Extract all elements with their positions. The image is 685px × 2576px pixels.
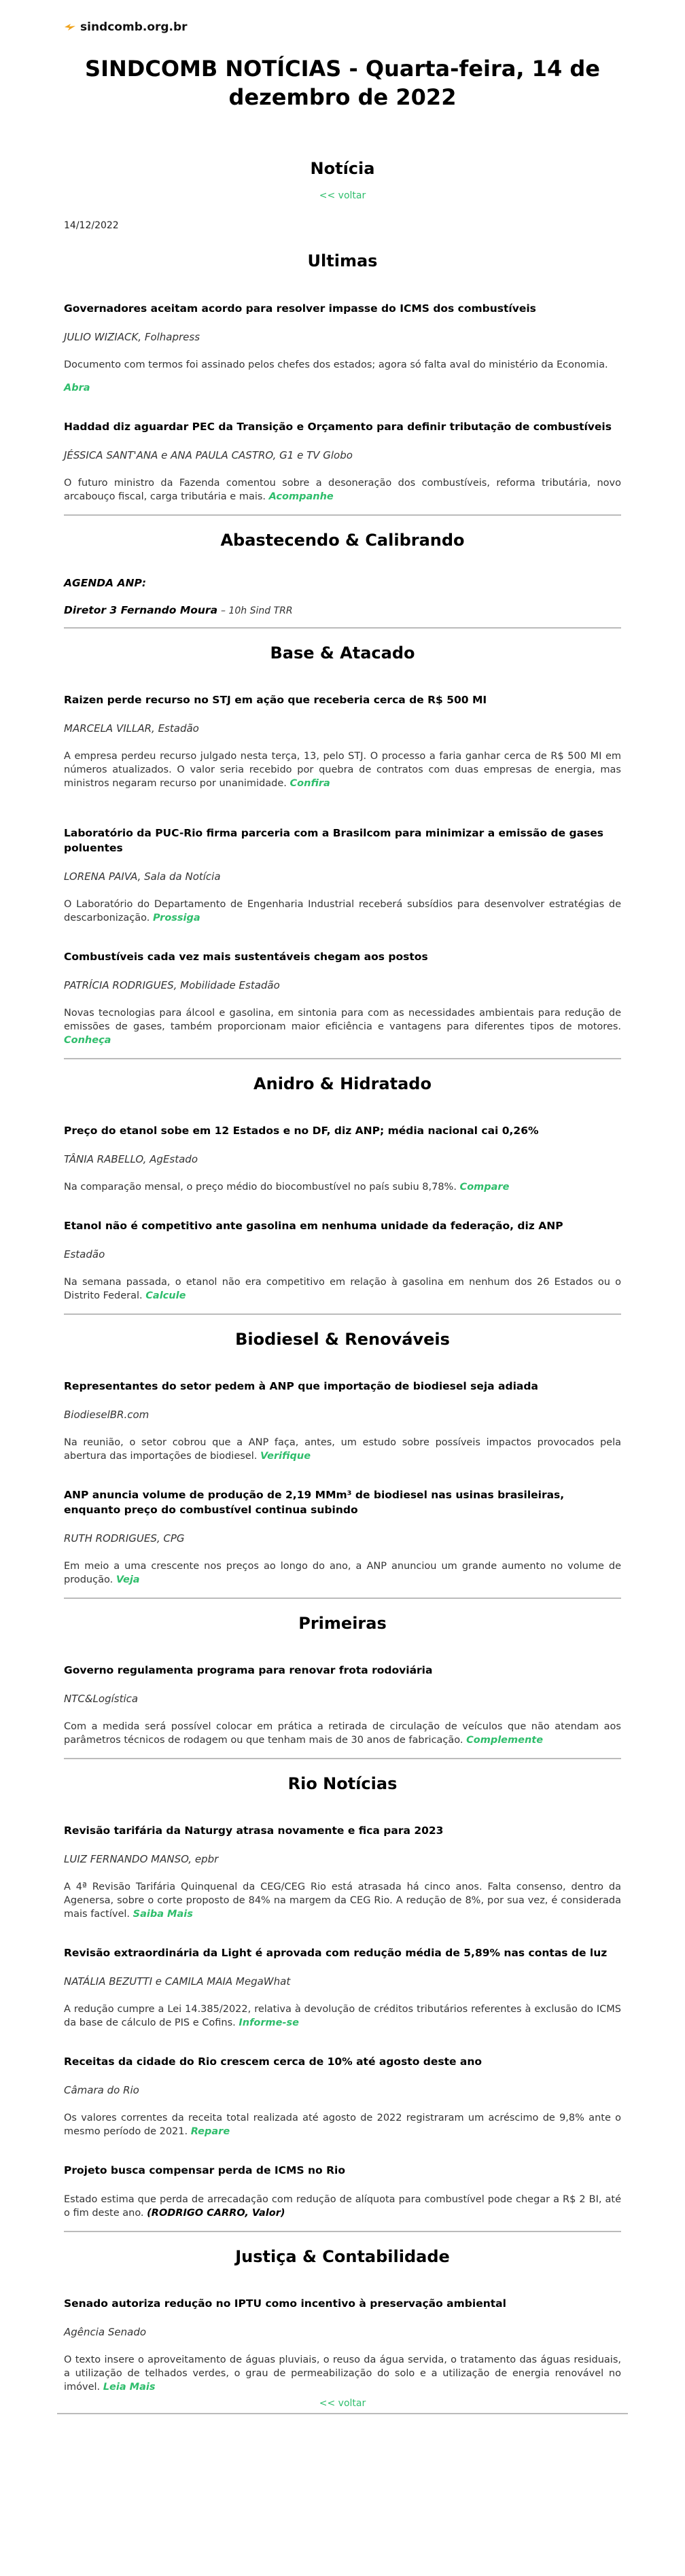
article-author: LUIZ FERNANDO MANSO, epbr: [64, 1853, 219, 1865]
article-body: Na reunião, o setor cobrou que a ANP faça, antes, um estudo sobre possíveis impactos provocados pela abertura das importações de biodiesel.: [64, 1437, 621, 1462]
article-text: [64, 1880, 621, 1921]
news-date: 14/12/2022: [64, 220, 119, 231]
read-more-link[interactable]: Verifique: [260, 1451, 311, 1462]
read-more-link[interactable]: Informe-se: [239, 2017, 299, 2028]
article-title: Receitas da cidade do Rio crescem cerca de 10% até agosto deste ano: [64, 2055, 482, 2068]
article-text: [64, 1275, 621, 1303]
article-body: Novas tecnologias para álcool e gasolina, em sintonia para com as necessidades ambientais para redução de emissões de gases, também proporcionam maior eficiência e vantagens para diferentes tipos de motores.: [64, 1008, 621, 1032]
article: [64, 949, 621, 1047]
agenda-note: – 10h Sind TRR: [220, 605, 293, 616]
article-text: [64, 1559, 621, 1587]
article: [64, 826, 621, 925]
article: [64, 301, 621, 395]
article-body: O futuro ministro da Fazenda comentou sobre a desoneração dos combustíveis, reforma tributária, novo arcabouço fiscal, carga tributária e mais.: [64, 478, 621, 502]
section-title-biodiesel: Biodiesel & Renováveis: [235, 1330, 450, 1349]
read-more-link[interactable]: Abra: [64, 383, 90, 393]
article-title: Raizen perde recurso no STJ em ação que receberia cerca de R$ 500 MI: [64, 694, 487, 706]
section-title-ultimas: Ultimas: [307, 251, 378, 270]
page-section-title: Notícia: [310, 159, 375, 178]
article-title: Preço do etanol sobe em 12 Estados e no DF, diz ANP; média nacional cai 0,26%: [64, 1125, 539, 1137]
read-more-link[interactable]: Saiba Mais: [133, 1909, 193, 1920]
article-text: [64, 2111, 621, 2138]
article-text: [64, 358, 621, 372]
article-text: [64, 2353, 621, 2394]
article: [64, 1487, 621, 1587]
article-body: Documento com termos foi assinado pelos chefes dos estados; agora só falta aval do ministério da Economia.: [64, 359, 608, 370]
site-name[interactable]: sindcomb.org.br: [80, 20, 188, 34]
article-author: RUTH RODRIGUES, CPG: [64, 1532, 185, 1545]
article-author: NATÁLIA BEZUTTI e CAMILA MAIA MegaWhat: [64, 1975, 291, 1988]
footer-divider: [57, 2413, 628, 2414]
article-author: Estadão: [64, 1248, 105, 1260]
article-author: BiodieselBR.com: [64, 1409, 150, 1421]
read-more-link[interactable]: Repare: [190, 2126, 230, 2137]
read-more-link[interactable]: Leia Mais: [103, 2382, 156, 2393]
article-body: A redução cumpre a Lei 14.385/2022, relativa à devolução de créditos tributários referentes à exclusão do ICMS da base de cálculo de PIS e Cofins.: [64, 2004, 621, 2028]
read-more-link[interactable]: Prossiga: [152, 913, 200, 923]
article-text: [64, 2002, 621, 2030]
article-author: Câmara do Rio: [64, 2084, 139, 2096]
article-author: LORENA PAIVA, Sala da Notícia: [64, 870, 221, 883]
article-body: Na semana passada, o etanol não era competitivo em relação à gasolina em nenhum dos 26 Estados ou o Distrito Federal.: [64, 1277, 621, 1301]
agenda-person: Diretor 3 Fernando Moura: [64, 604, 218, 616]
article-author: PATRÍCIA RODRIGUES, Mobilidade Estadão: [64, 979, 280, 991]
article-author: Agência Senado: [64, 2326, 147, 2338]
article-title: Laboratório da PUC-Rio firma parceria com a Brasilcom para minimizar a emissão de gases poluentes: [64, 827, 604, 854]
article-text: [64, 476, 621, 504]
site-header: [57, 0, 628, 48]
read-more-link[interactable]: Veja: [116, 1574, 140, 1585]
back-link-top[interactable]: << voltar: [319, 190, 366, 201]
article-body: O Laboratório do Departamento de Engenharia Industrial receberá subsídios para desenvolver estratégias de descarbonização.: [64, 899, 621, 923]
article-text: [64, 1720, 621, 1747]
article-text: [64, 1180, 621, 1194]
article-title: Projeto busca compensar perda de ICMS no Rio: [64, 2164, 345, 2176]
read-more-link[interactable]: Conheça: [64, 1035, 111, 1046]
read-more-link[interactable]: Complemente: [466, 1735, 544, 1746]
article-title: Representantes do setor pedem à ANP que importação de biodiesel seja adiada: [64, 1380, 538, 1392]
article-body: Em meio a uma crescente nos preços ao longo do ano, a ANP anunciou um grande aumento no volume de produção.: [64, 1561, 621, 1585]
article-author: MARCELA VILLAR, Estadão: [64, 722, 199, 735]
article-author: NTC&Logística: [64, 1693, 139, 1705]
article-title: Haddad diz aguardar PEC da Transição e Orçamento para definir tributação de combustíveis: [64, 421, 612, 433]
section-title-rio: Rio Notícias: [287, 1774, 398, 1793]
read-more-link[interactable]: Confira: [289, 778, 330, 789]
article-body: A 4ª Revisão Tarifária Quinquenal da CEG/CEG Rio está atrasada há cinco anos. Falta consenso, dentro da Agenersa, sobre o corte proposto de 84% na margem da CEG Rio. A redução de 8%, por sua vez, é considerada mais factível.: [64, 1882, 621, 1920]
article: [64, 1945, 621, 2030]
article-text: [64, 1006, 621, 1047]
agenda-item: [64, 604, 621, 616]
article-body: Na comparação mensal, o preço médio do biocombustível no país subiu 8,78%.: [64, 1182, 457, 1193]
article-title: Etanol não é competitivo ante gasolina em nenhuma unidade da federação, diz ANP: [64, 1220, 563, 1232]
article: [64, 419, 621, 504]
article-title: ANP anuncia volume de produção de 2,19 MMm³ de biodiesel nas usinas brasileiras, enquanto preço do combustível continua subindo: [64, 1489, 565, 1516]
read-more-link[interactable]: Acompanhe: [268, 491, 334, 502]
article: [64, 692, 621, 790]
article-title: Revisão extraordinária da Light é aprovada com redução média de 5,89% nas contas de luz: [64, 1947, 608, 1959]
article: [64, 1123, 621, 1194]
news-content: [57, 231, 628, 2394]
article: [64, 1823, 621, 1921]
section-title-justica: Justiça & Contabilidade: [235, 2247, 450, 2266]
article-text: [64, 2193, 621, 2220]
article: [64, 1218, 621, 1303]
article-title: Revisão tarifária da Naturgy atrasa novamente e fica para 2023: [64, 1824, 444, 1837]
article-source: (RODRIGO CARRO, Valor): [147, 2208, 285, 2219]
article-text: [64, 1436, 621, 1463]
section-title-primeiras: Primeiras: [298, 1614, 387, 1633]
article: [64, 2163, 621, 2220]
read-more-link[interactable]: Compare: [459, 1182, 510, 1193]
agenda-label: AGENDA ANP:: [64, 577, 147, 589]
read-more-link[interactable]: Calcule: [145, 1290, 186, 1301]
section-title-abastecendo: Abastecendo & Calibrando: [220, 531, 465, 550]
back-link-bottom[interactable]: << voltar: [319, 2398, 366, 2409]
article: [64, 2054, 621, 2138]
article: [64, 2296, 621, 2394]
article-author: JÉSSICA SANT'ANA e ANA PAULA CASTRO, G1 e TV Globo: [64, 449, 353, 461]
article-body: Os valores correntes da receita total realizada até agosto de 2022 registraram um acréscimo de 9,8% ante o mesmo período de 2021.: [64, 2113, 621, 2137]
article-title: Combustíveis cada vez mais sustentáveis chegam aos postos: [64, 951, 428, 963]
page-container: [57, 0, 628, 2414]
article: [64, 1663, 621, 1747]
article-body: Estado estima que perda de arrecadação com redução de alíquota para combustível pode chegar a R$ 2 BI, até o fim deste ano.: [64, 2194, 621, 2219]
article-title: Senado autoriza redução no IPTU como incentivo à preservação ambiental: [64, 2297, 506, 2310]
newsletter-title: SINDCOMB NOTÍCIAS - Quarta-feira, 14 de dezembro de 2022: [85, 56, 600, 110]
article-body: Com a medida será possível colocar em prática a retirada de circulação de veículos que não atendam aos parâmetros técnicos de rodagem ou que tenham mais de 30 anos de fabricação.: [64, 1721, 621, 1746]
article: [64, 1379, 621, 1463]
logo-icon: [64, 22, 76, 32]
article-title: Governadores aceitam acordo para resolver impasse do ICMS dos combustíveis: [64, 302, 536, 315]
article-author: TÂNIA RABELLO, AgEstado: [64, 1153, 198, 1165]
article-body: A empresa perdeu recurso julgado nesta terça, 13, pelo STJ. O processo a faria ganhar cerca de R$ 500 MI em números atualizados. O valor seria recebido por quebra de contratos com duas empresas de energia, mas ministros negaram recurso por unanimidade.: [64, 751, 621, 789]
article-text: [64, 749, 621, 790]
article-title: Governo regulamenta programa para renovar frota rodoviária: [64, 1664, 433, 1676]
article-body: O texto insere o aproveitamento de águas pluviais, o reuso da água servida, o tratamento das águas residuais, a utilização de telhados verdes, o grau de permeabilização do solo e a utilização de energia renovável no imóvel.: [64, 2354, 621, 2393]
article-text: [64, 898, 621, 925]
article-author: JULIO WIZIACK, Folhapress: [64, 331, 200, 343]
section-title-anidro: Anidro & Hidratado: [253, 1074, 432, 1093]
section-title-base: Base & Atacado: [270, 643, 415, 663]
